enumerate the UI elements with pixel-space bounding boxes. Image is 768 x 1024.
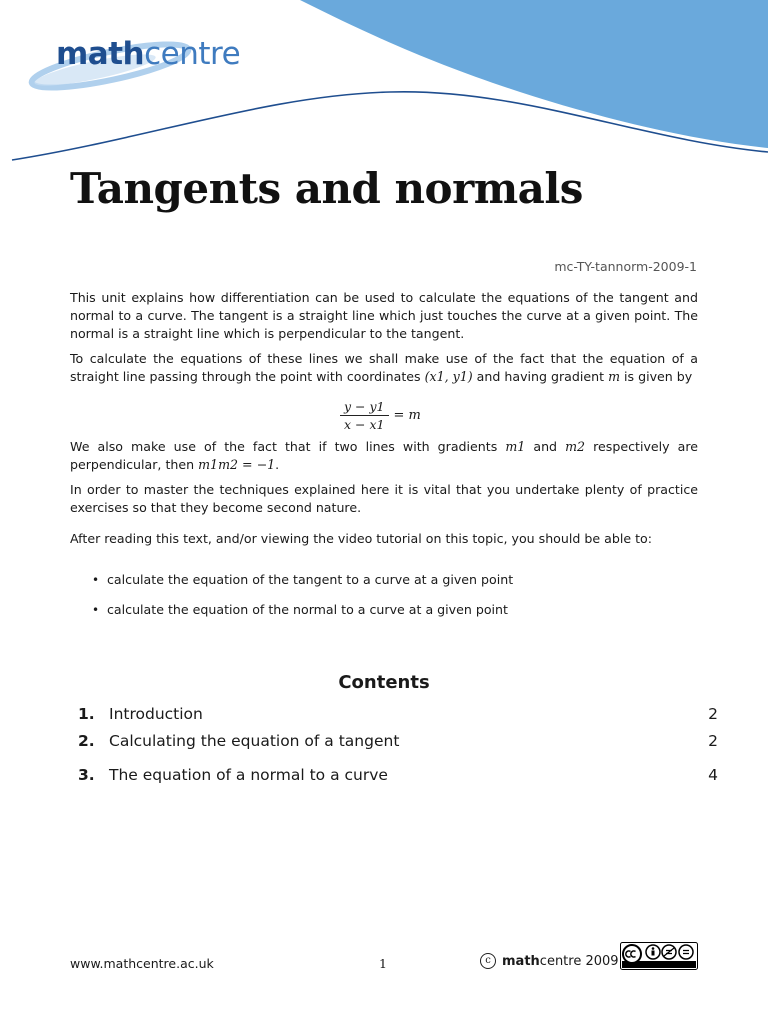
formula-numerator: y − y1 [340,399,389,416]
header-banner [0,0,768,175]
formula-rhs: = m [393,408,421,423]
gradient-m2: m2 [565,439,586,454]
intro-paragraph-3: We also make use of the fact that if two lines with gradients m1 and m2 respectively are perpendicular, then m1m2 = −1. [70,439,699,472]
page-title: Tangents and normals [70,164,583,213]
intro-paragraph-2: To calculate the equations of these lines we shall make use of the fact that the equation of a straight line passing through the point with coordinates (x1, y1) and having gradient m is given by [70,351,698,384]
point-coordinates: (x1, y1) [424,369,473,384]
footer-copyright: c mathcentre 2009 [480,953,619,969]
toc-page-number: 2 [708,705,718,723]
objectives-list [92,571,513,631]
toc-number: 1. [78,705,95,723]
toc-label[interactable]: Calculating the equation of a tangent [109,732,400,750]
footer-page-number: 1 [379,956,387,971]
intro-paragraph-5: After reading this text, and/or viewing the video tutorial on this topic, you should be able to: [70,531,652,546]
toc-label[interactable]: Introduction [109,705,203,723]
mathcentre-logo: mathcentre [56,36,241,72]
footer-url-link[interactable]: www.mathcentre.ac.uk [70,956,214,971]
intro-paragraph-1: This unit explains how differentiation can be used to calculate the equations of the tangent and normal to a curve. The tangent is a straight line which just touches the curve at a given point. The normal is a straight line which is perpendicular to the tangent. [70,290,698,341]
toc-number: 2. [78,732,95,750]
intro-paragraph-4: In order to master the techniques explained here it is vital that you undertake plenty of practice exercises so that they become second nature. [70,482,698,515]
gradient-symbol: m [608,369,621,384]
contents-heading: Contents [338,672,430,693]
toc-number: 3. [78,766,95,784]
gradient-m1: m1 [505,439,526,454]
creative-commons-license-icon[interactable] [620,942,698,970]
line-equation-formula [340,399,421,432]
formula-denominator: x − x1 [344,417,385,432]
toc-page-number: 2 [708,732,718,750]
toc-page-number: 4 [708,766,718,784]
perpendicular-condition: m1m2 = −1 [198,457,276,472]
copyright-icon: c [480,953,496,969]
toc-label[interactable]: The equation of a normal to a curve [109,766,388,784]
list-item: • calculate the equation of the tangent to a curve at a given point [92,572,514,587]
bullet-icon: • [92,573,100,587]
bullet-icon: • [92,603,100,617]
unit-code: mc-TY-tannorm-2009-1 [554,259,697,274]
list-item: • calculate the equation of the normal to a curve at a given point [92,602,508,617]
